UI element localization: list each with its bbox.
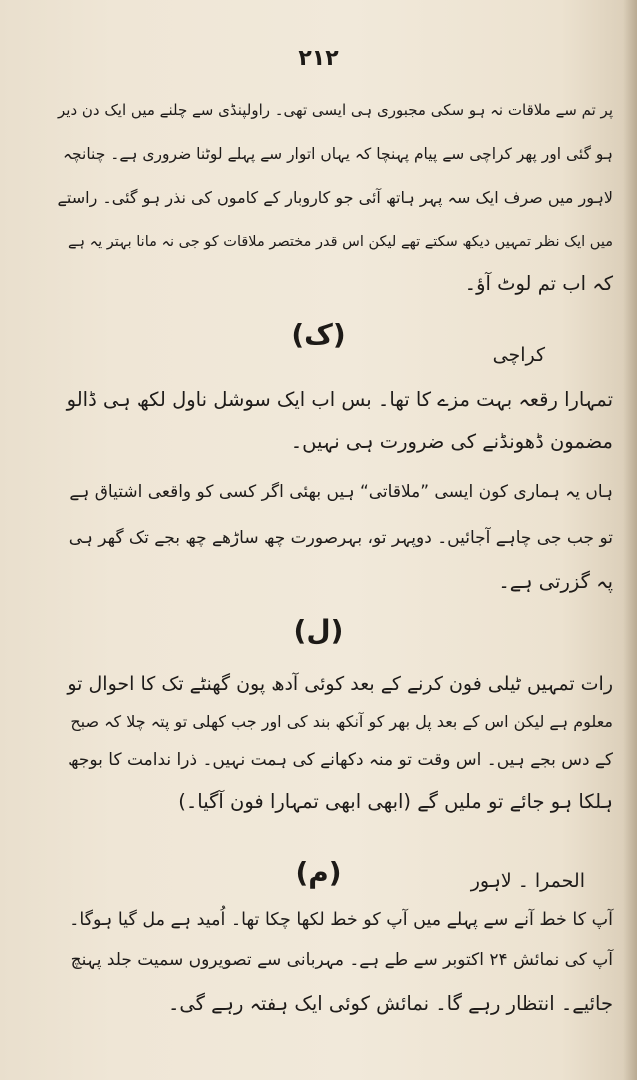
paragraph-l <box>58 672 613 832</box>
place-alhamra-lahore: الحمرا ۔ لاہور <box>470 870 585 892</box>
place-karachi: کراچی <box>492 344 545 366</box>
text-line: میں ایک نظر تمہیں دیکھ سکتے تھے لیکن اس قدر مختصر ملاقات کو جی نہ مانا بہتر یہ ہے <box>67 234 613 250</box>
text-line: تمہارا رقعہ بہت مزے کا تھا۔ بس اب ایک سوشل ناول لکھ ہی ڈالو <box>66 388 613 411</box>
section-heading-k: (ک) <box>291 318 346 351</box>
text-line: رات تمہیں ٹیلی فون کرنے کے بعد کوئی آدھ پون گھنٹے تک کا احوال تو <box>67 673 613 695</box>
paragraph-m <box>58 908 613 1028</box>
text-line: ہو گئی اور پھر کراچی سے پیام پہنچا کہ یہاں اتوار سے پہلے لوٹنا ضروری ہے۔ چنانچہ <box>62 145 613 163</box>
text-line: ہاں یہ ہماری کون ایسی ”ملاقاتی“ ہیں بھئی اگر کسی کو واقعی اشتیاق ہے <box>69 482 613 502</box>
text-line: ہلکا ہو جائے تو ملیں گے (ابھی ابھی تمہارا فون آگیا۔) <box>178 790 613 813</box>
text-line: تو جب جی چاہے آجائیں۔ دوپہر تو، بہرصورت چھ ساڑھے چھ بجے تک گھر ہی <box>68 528 613 548</box>
section-heading-m: (م) <box>295 856 342 889</box>
page-number: ۲۱۲ <box>298 46 339 71</box>
text-line: آپ کا خط آنے سے پہلے میں آپ کو خط لکھا چکا تھا۔ اُمید ہے مل گیا ہوگا۔ <box>69 910 613 930</box>
paragraph-top <box>58 98 613 298</box>
text-line: مضمون ڈھونڈنے کی ضرورت ہی نہیں۔ <box>290 430 613 453</box>
text-line: پر تم سے ملاقات نہ ہو سکی مجبوری ہی ایسی تھی۔ راولپنڈی سے چلنے میں ایک دن دیر <box>58 101 613 119</box>
text-line: کہ اب تم لوٹ آؤ۔ <box>464 272 613 295</box>
section-heading-l: (ل) <box>293 614 344 647</box>
text-line: معلوم ہے لیکن اس کے بعد پل بھر کو آنکھ بند کی اور جب کھلی تو پتہ چلا کہ صبح <box>70 712 613 731</box>
text-line: پہ گزرتی ہے۔ <box>498 570 613 593</box>
text-line: لاہور میں صرف ایک سہ پہر ہاتھ آئی جو کاروبار کے کاموں کی نذر ہو گئی۔ راستے <box>57 188 613 207</box>
text-line: کے دس بجے ہیں۔ اس وقت تو منہ دکھانے کی ہمت نہیں۔ ذرا ندامت کا بوجھ <box>68 750 613 770</box>
text-line: جائیے۔ انتظار رہے گا۔ نمائش کوئی ایک ہفتہ رہے گی۔ <box>167 992 613 1015</box>
text-line: آپ کی نمائش ۲۴ اکتوبر سے طے ہے۔ مہربانی سے تصویروں سمیت جلد پہنچ <box>70 950 613 970</box>
paragraph-k <box>58 388 613 598</box>
